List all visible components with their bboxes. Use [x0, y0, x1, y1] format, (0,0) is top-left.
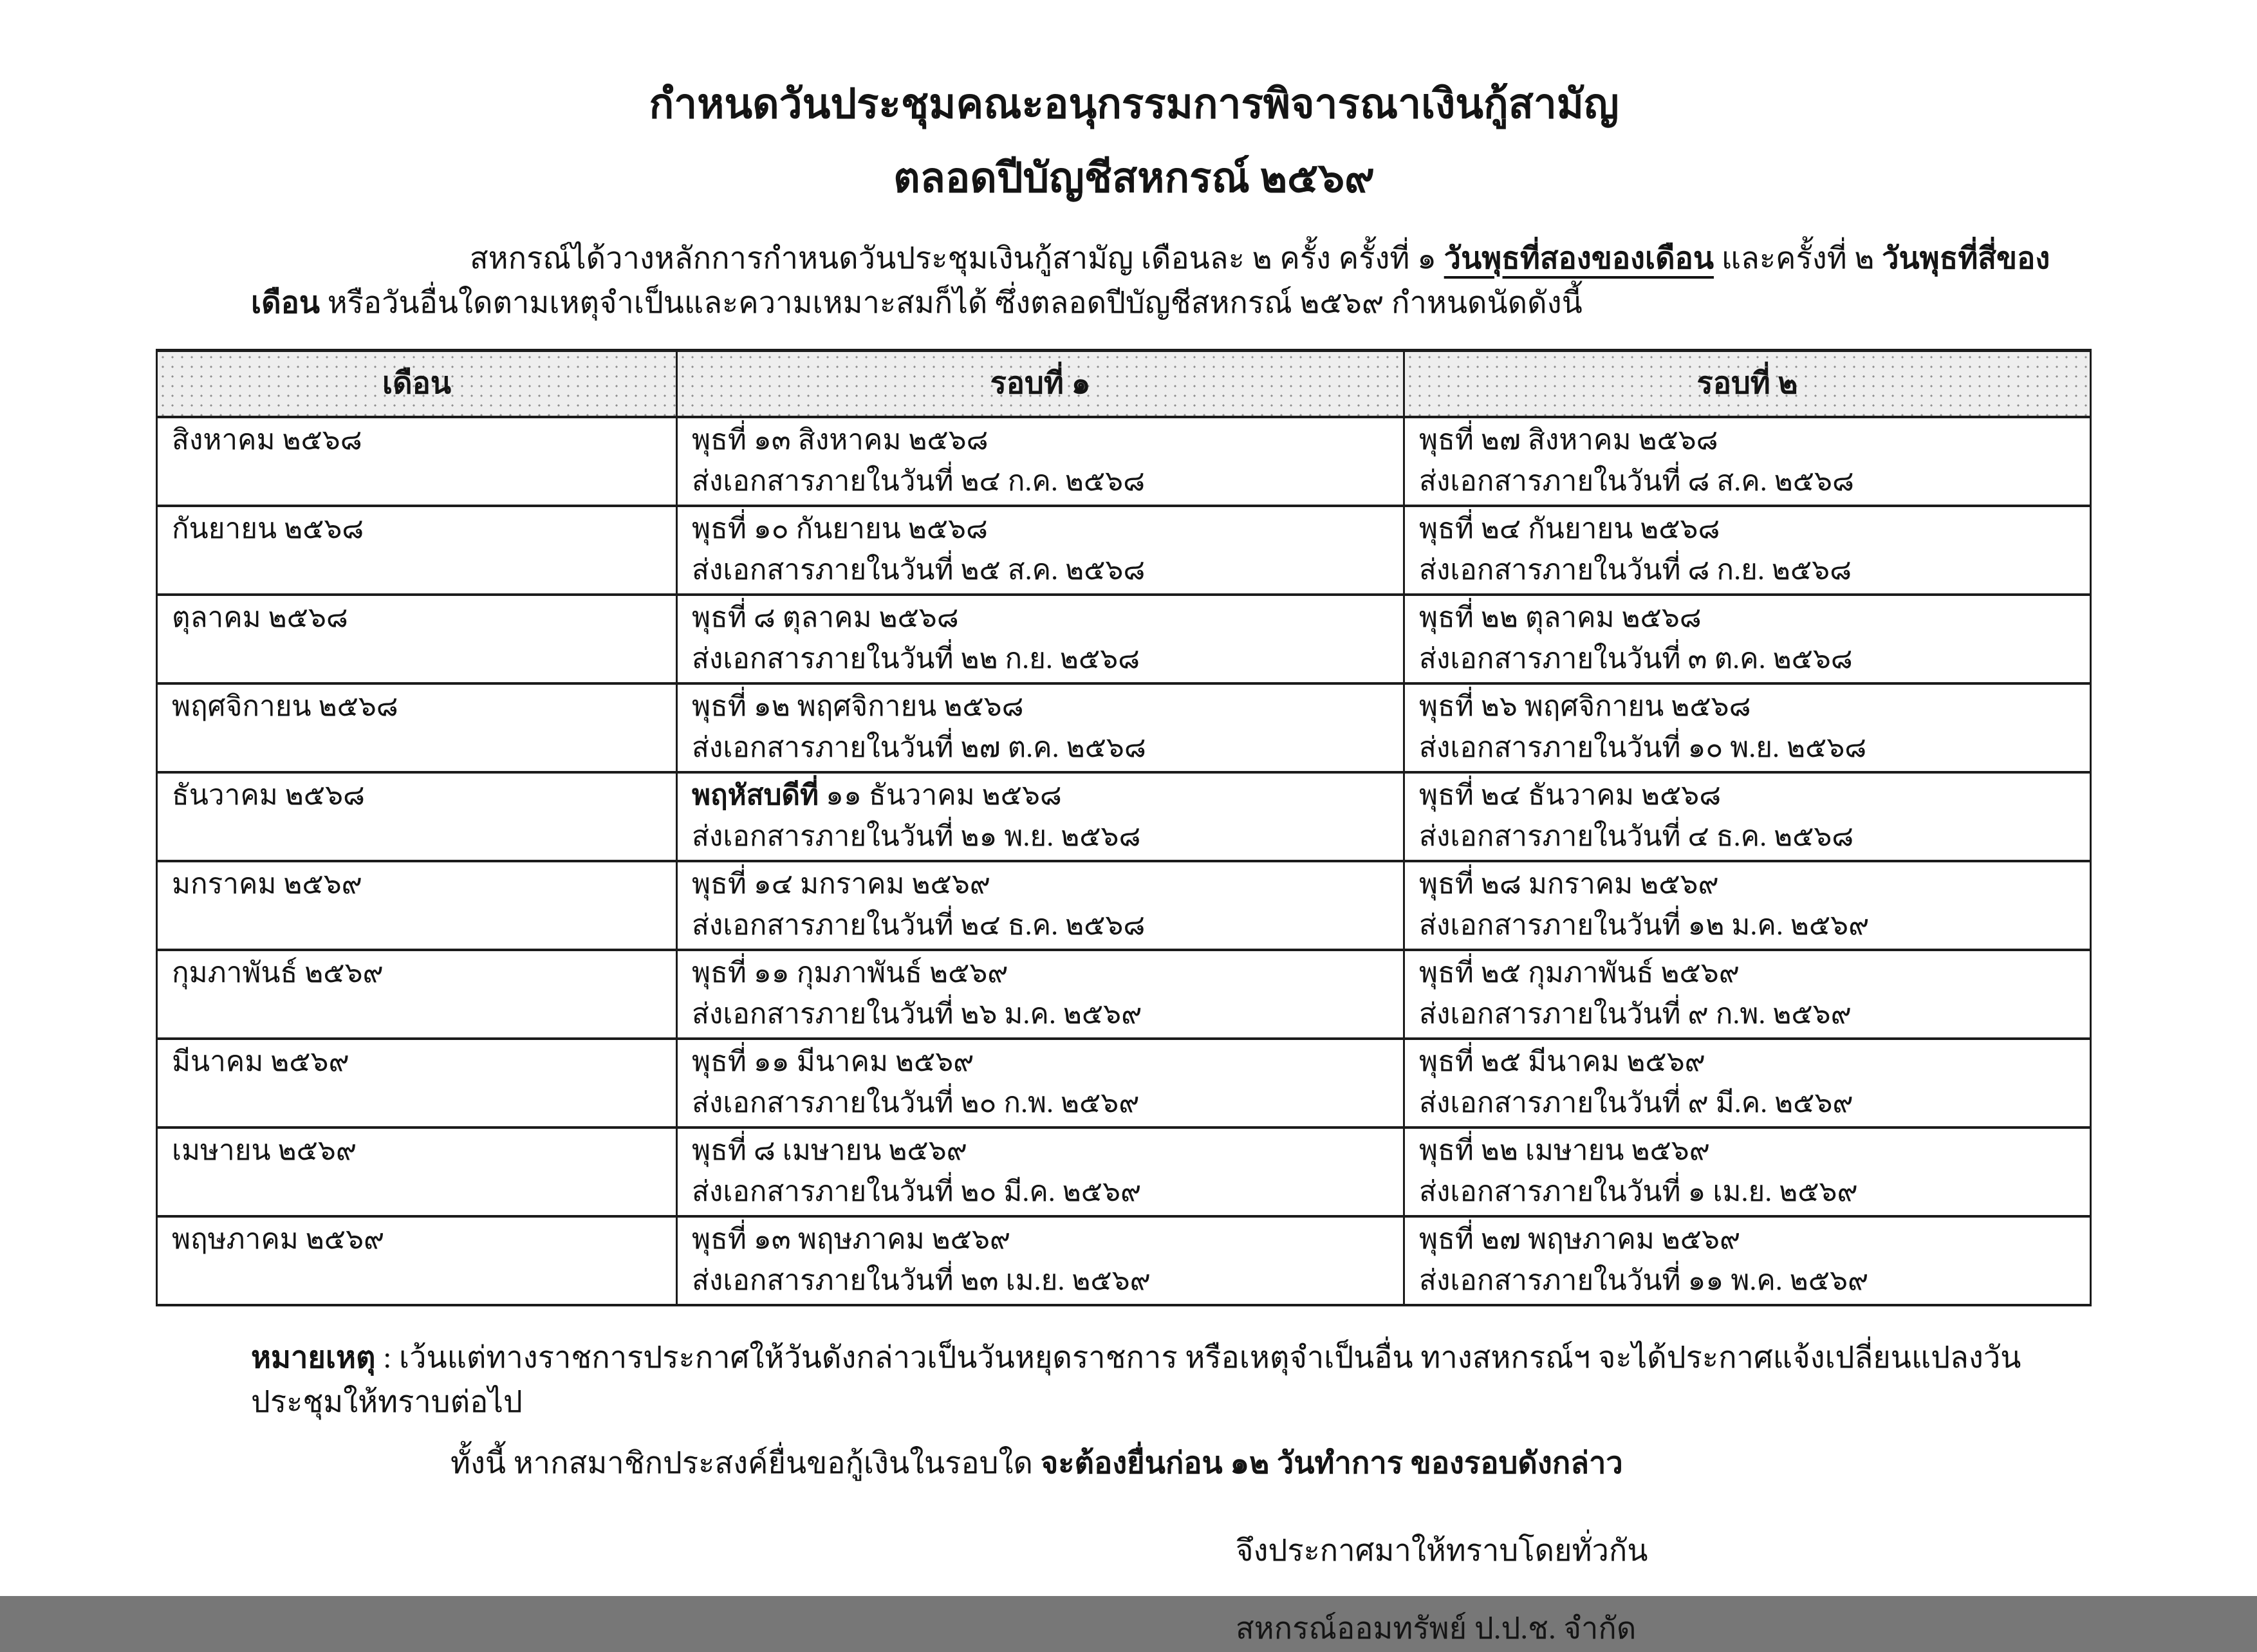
round1-cell — [677, 950, 1404, 1039]
month-cell: สิงหาคม ๒๕๖๘ — [157, 417, 677, 506]
meeting-date-line: พุธที่ ๒๗ พฤษภาคม ๒๕๖๙ — [1419, 1223, 1741, 1256]
month-cell: มีนาคม ๒๕๖๙ — [157, 1039, 677, 1128]
document-deadline-line: ส่งเอกสารภายในวันที่ ๒๗ ต.ค. ๒๕๖๘ — [692, 732, 1146, 764]
table-row — [157, 417, 2091, 506]
note-label: หมายเหตุ — [251, 1341, 376, 1375]
document-title — [156, 82, 2112, 200]
closing-announcement: จึงประกาศมาให้ทราบโดยทั่วกัน — [1236, 1534, 1648, 1568]
round2-cell — [1404, 1216, 2091, 1305]
document-deadline-line: ส่งเอกสารภายในวันที่ ๘ ก.ย. ๒๕๖๘ — [1419, 554, 1852, 586]
document-title-line1: กำหนดวันประชุมคณะอนุกรรมการพิจารณาเงินกู้สามัญ — [649, 81, 1619, 127]
round2-cell — [1404, 595, 2091, 683]
round2-cell — [1404, 1039, 2091, 1128]
document-deadline-line: ส่งเอกสารภายในวันที่ ๑๐ พ.ย. ๒๕๖๘ — [1419, 732, 1867, 764]
table-row — [157, 595, 2091, 683]
document-title-line2: ตลอดปีบัญชีสหกรณ์ ๒๕๖๙ — [893, 155, 1375, 201]
round1-cell — [677, 417, 1404, 506]
document-deadline-line: ส่งเอกสารภายในวันที่ ๒๑ พ.ย. ๒๕๖๘ — [692, 821, 1141, 853]
table-row — [157, 772, 2091, 861]
note-paragraph — [251, 1336, 2112, 1425]
document-deadline-line: ส่งเอกสารภายในวันที่ ๒๓ เม.ย. ๒๕๖๙ — [692, 1265, 1151, 1297]
round1-cell — [677, 1128, 1404, 1216]
round2-cell — [1404, 417, 2091, 506]
round1-cell — [677, 1039, 1404, 1128]
meeting-date-line: พุธที่ ๑๔ มกราคม ๒๕๖๙ — [692, 868, 990, 900]
month-cell: ธันวาคม ๒๕๖๘ — [157, 772, 677, 861]
meeting-date-line: พุธที่ ๒๒ เมษายน ๒๕๖๙ — [1419, 1135, 1710, 1167]
document-deadline-line: ส่งเอกสารภายในวันที่ ๒๖ ม.ค. ๒๕๖๙ — [692, 998, 1142, 1030]
round2-cell — [1404, 950, 2091, 1039]
meeting-schedule-table — [156, 349, 2092, 1306]
meeting-date-line: พุธที่ ๒๕ กุมภาพันธ์ ๒๕๖๙ — [1419, 957, 1740, 989]
meeting-date-line: พุธที่ ๑๑ กุมภาพันธ์ ๒๕๖๙ — [692, 957, 1008, 989]
submission-rule-bold: จะต้องยื่นก่อน ๑๒ วันทำการ ของรอบดังกล่าว — [1040, 1447, 1623, 1481]
column-header-round2: รอบที่ ๒ — [1404, 351, 2091, 418]
meeting-date-line: พุธที่ ๑๓ พฤษภาคม ๒๕๖๙ — [692, 1223, 1011, 1256]
schedule-table-body — [157, 417, 2091, 1305]
weekday-exception-bold: พฤหัสบดีที่ — [692, 779, 819, 812]
round1-cell — [677, 506, 1404, 595]
meeting-date-line: พุธที่ ๑๓ สิงหาคม ๒๕๖๘ — [692, 424, 989, 456]
note-text: : เว้นแต่ทางราชการประกาศให้วันดังกล่าวเป็นวันหยุดราชการ หรือเหตุจำเป็นอื่น ทางสหกรณ์ฯ จะได้ประกาศแจ้งเปลี่ยนแปลงวันประชุมให้ทราบต่อไป — [251, 1341, 2021, 1420]
meeting-date-line: พุธที่ ๒๔ กันยายน ๒๕๖๘ — [1419, 513, 1720, 545]
month-cell: พฤศจิกายน ๒๕๖๘ — [157, 683, 677, 772]
intro-text-1: สหกรณ์ได้วางหลักการกำหนดวันประชุมเงินกู้สามัญ เดือนละ ๒ ครั้ง ครั้งที่ ๑ — [470, 242, 1444, 276]
intro-paragraph — [251, 237, 2112, 326]
intro-bold-underline-phrase: วันพุธที่สองของเดือน — [1444, 242, 1714, 276]
round2-cell — [1404, 861, 2091, 950]
round2-cell — [1404, 683, 2091, 772]
submission-rule-paragraph — [251, 1442, 2112, 1486]
meeting-date-line: พุธที่ ๒๖ พฤศจิกายน ๒๕๖๘ — [1419, 691, 1751, 723]
table-row — [157, 1128, 2091, 1216]
month-cell: กุมภาพันธ์ ๒๕๖๙ — [157, 950, 677, 1039]
round2-cell — [1404, 506, 2091, 595]
document-deadline-line: ส่งเอกสารภายในวันที่ ๑ เม.ย. ๒๕๖๙ — [1419, 1176, 1858, 1208]
meeting-date-line: พุธที่ ๒๘ มกราคม ๒๕๖๙ — [1419, 868, 1719, 900]
document-deadline-line: ส่งเอกสารภายในวันที่ ๒๐ มี.ค. ๒๕๖๙ — [692, 1176, 1142, 1208]
meeting-date-line: พุธที่ ๒๗ สิงหาคม ๒๕๖๘ — [1419, 424, 1718, 456]
month-cell: มกราคม ๒๕๖๙ — [157, 861, 677, 950]
round1-cell — [677, 1216, 1404, 1305]
meeting-date-line: พุธที่ ๒๕ มีนาคม ๒๕๖๙ — [1419, 1046, 1705, 1078]
document-deadline-line: ส่งเอกสารภายในวันที่ ๙ มี.ค. ๒๕๖๙ — [1419, 1087, 1853, 1119]
closing-block — [1236, 1526, 2112, 1652]
round2-cell — [1404, 772, 2091, 861]
meeting-date-line: พุธที่ ๑๑ มีนาคม ๒๕๖๙ — [692, 1046, 974, 1078]
round1-cell — [677, 595, 1404, 683]
table-row — [157, 1039, 2091, 1128]
column-header-round1: รอบที่ ๑ — [677, 351, 1404, 418]
table-header-row — [157, 351, 2091, 418]
round1-cell — [677, 683, 1404, 772]
round1-cell — [677, 772, 1404, 861]
column-header-month: เดือน — [157, 351, 677, 418]
month-cell: พฤษภาคม ๒๕๖๙ — [157, 1216, 677, 1305]
intro-text-2: และครั้งที่ ๒ — [1713, 242, 1882, 276]
month-cell: กันยายน ๒๕๖๘ — [157, 506, 677, 595]
month-cell: ตุลาคม ๒๕๖๘ — [157, 595, 677, 683]
intro-bold-phrase: วันพุธที่สี่ของเดือน — [251, 242, 2050, 320]
table-row — [157, 683, 2091, 772]
meeting-date-line: พุธที่ ๑๒ พฤศจิกายน ๒๕๖๘ — [692, 691, 1024, 723]
meeting-date-line: พุธที่ ๒๒ ตุลาคม ๒๕๖๘ — [1419, 602, 1702, 634]
meeting-date-line: พุธที่ ๘ เมษายน ๒๕๖๙ — [692, 1135, 967, 1167]
document-deadline-line: ส่งเอกสารภายในวันที่ ๒๐ ก.พ. ๒๕๖๙ — [692, 1087, 1140, 1119]
document-deadline-line: ส่งเอกสารภายในวันที่ ๒๕ ส.ค. ๒๕๖๘ — [692, 554, 1146, 586]
meeting-date-line: พุธที่ ๘ ตุลาคม ๒๕๖๘ — [692, 602, 959, 634]
document-deadline-line: ส่งเอกสารภายในวันที่ ๑๑ พ.ค. ๒๕๖๙ — [1419, 1265, 1869, 1297]
document-deadline-line: ส่งเอกสารภายในวันที่ ๔ ธ.ค. ๒๕๖๘ — [1419, 821, 1854, 853]
submission-rule-text: ทั้งนี้ หากสมาชิกประสงค์ยื่นขอกู้เงินในรอบใด — [450, 1447, 1041, 1481]
table-header — [157, 351, 2091, 418]
table-row — [157, 506, 2091, 595]
meeting-date-line: พุธที่ ๑๐ กันยายน ๒๕๖๘ — [692, 513, 988, 545]
cooperative-name: สหกรณ์ออมทรัพย์ ป.ป.ช. จำกัด — [1236, 1612, 1637, 1646]
document-deadline-line: ส่งเอกสารภายในวันที่ ๒๔ ก.ค. ๒๕๖๘ — [692, 465, 1146, 497]
month-cell: เมษายน ๒๕๖๙ — [157, 1128, 677, 1216]
round2-cell — [1404, 1128, 2091, 1216]
intro-text-3: หรือวันอื่นใดตามเหตุจำเป็นและความเหมาะสมก็ได้ ซึ่งตลอดปีบัญชีสหกรณ์ ๒๕๖๙ กำหนดนัดดังนี้ — [319, 286, 1583, 320]
meeting-date-line: พฤหัสบดีที่ ๑๑ ธันวาคม ๒๕๖๘ — [692, 779, 1062, 812]
table-row — [157, 1216, 2091, 1305]
round1-cell — [677, 861, 1404, 950]
document-deadline-line: ส่งเอกสารภายในวันที่ ๓ ต.ค. ๒๕๖๘ — [1419, 643, 1853, 675]
document-deadline-line: ส่งเอกสารภายในวันที่ ๘ ส.ค. ๒๕๖๘ — [1419, 465, 1854, 497]
document-deadline-line: ส่งเอกสารภายในวันที่ ๒๒ ก.ย. ๒๕๖๘ — [692, 643, 1140, 675]
document-deadline-line: ส่งเอกสารภายในวันที่ ๒๔ ธ.ค. ๒๕๖๘ — [692, 909, 1146, 942]
table-row — [157, 861, 2091, 950]
meeting-date-line: พุธที่ ๒๔ ธันวาคม ๒๕๖๘ — [1419, 779, 1722, 812]
table-row — [157, 950, 2091, 1039]
document-deadline-line: ส่งเอกสารภายในวันที่ ๑๒ ม.ค. ๒๕๖๙ — [1419, 909, 1870, 942]
document-deadline-line: ส่งเอกสารภายในวันที่ ๙ ก.พ. ๒๕๖๙ — [1419, 998, 1852, 1030]
